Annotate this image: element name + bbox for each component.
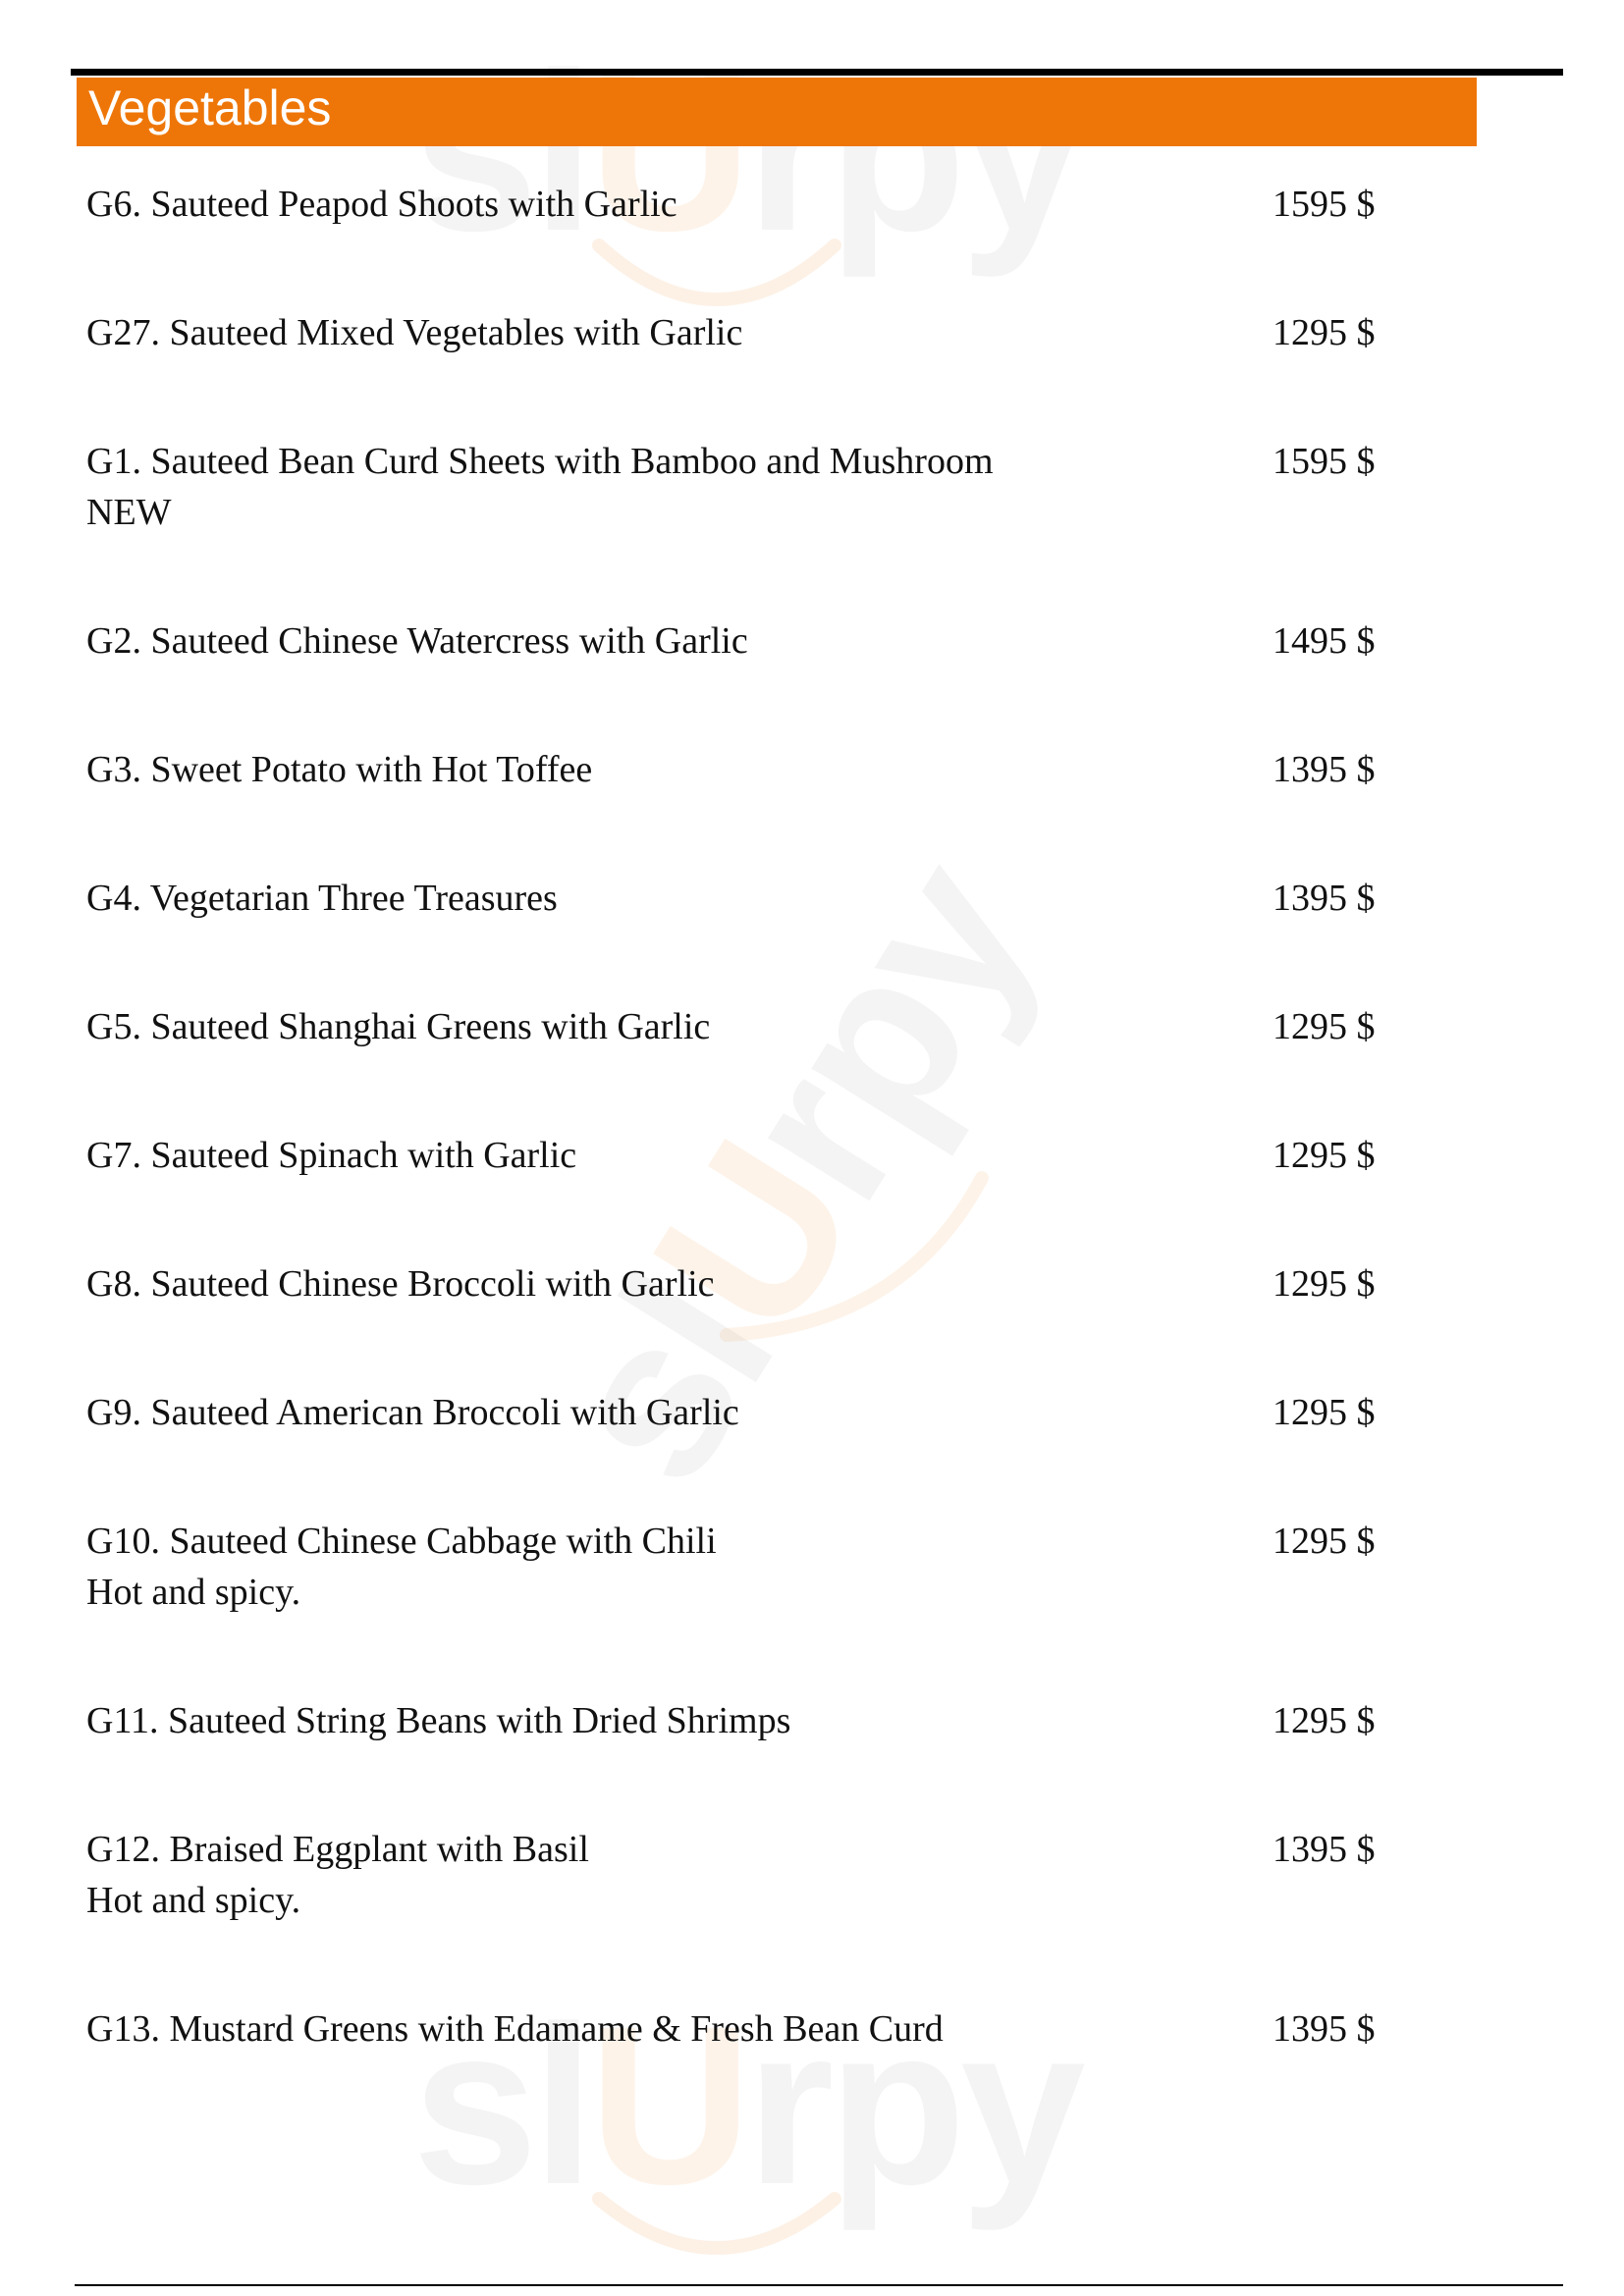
menu-list <box>86 0 1461 2296</box>
item-name: G5. Sauteed Shanghai Greens with Garlic <box>86 1006 711 1047</box>
bottom-rule <box>75 2284 1563 2286</box>
item-price: 1295 $ <box>1272 1006 1376 1047</box>
watermark-logo-middle: U <box>604 1105 902 1373</box>
item-name: G11. Sauteed String Beans with Dried Shrimps <box>86 1700 791 1741</box>
item-note: Hot and spicy. <box>86 1880 301 1921</box>
item-name: G9. Sauteed American Broccoli with Garlic <box>86 1392 739 1433</box>
item-name: G27. Sauteed Mixed Vegetables with Garlic <box>86 312 743 353</box>
watermark-logo-top: U <box>588 26 746 278</box>
item-name: G4. Vegetarian Three Treasures <box>86 878 558 919</box>
item-name: G10. Sauteed Chinese Cabbage with Chili <box>86 1521 717 1562</box>
item-price: 1295 $ <box>1272 312 1376 353</box>
item-note: Hot and spicy. <box>86 1572 301 1613</box>
item-note: NEW <box>86 492 172 533</box>
item-price: 1295 $ <box>1272 1700 1376 1741</box>
item-name: G3. Sweet Potato with Hot Toffee <box>86 749 593 790</box>
item-name: G8. Sauteed Chinese Broccoli with Garlic <box>86 1263 715 1305</box>
item-price: 1595 $ <box>1272 441 1376 482</box>
item-price: 1395 $ <box>1272 878 1376 919</box>
item-name: G7. Sauteed Spinach with Garlic <box>86 1135 577 1176</box>
item-price: 1295 $ <box>1272 1135 1376 1176</box>
item-price: 1595 $ <box>1272 184 1376 225</box>
item-name: G6. Sauteed Peapod Shoots with Garlic <box>86 184 677 225</box>
item-price: 1395 $ <box>1272 1829 1376 1870</box>
item-price: 1295 $ <box>1272 1392 1376 1433</box>
item-name: G13. Mustard Greens with Edamame & Fresh Bean Curd <box>86 2008 944 2050</box>
watermark-logo-bottom: U <box>588 1979 746 2231</box>
item-price: 1395 $ <box>1272 749 1376 790</box>
item-price: 1495 $ <box>1272 620 1376 662</box>
item-name: G12. Braised Eggplant with Basil <box>86 1829 589 1870</box>
item-price: 1295 $ <box>1272 1521 1376 1562</box>
item-name: G2. Sauteed Chinese Watercress with Garlic <box>86 620 748 662</box>
item-price: 1295 $ <box>1272 1263 1376 1305</box>
item-name: G1. Sauteed Bean Curd Sheets with Bamboo and Mushroom <box>86 441 994 482</box>
section-title: Vegetables <box>88 80 332 135</box>
item-price: 1395 $ <box>1272 2008 1376 2050</box>
